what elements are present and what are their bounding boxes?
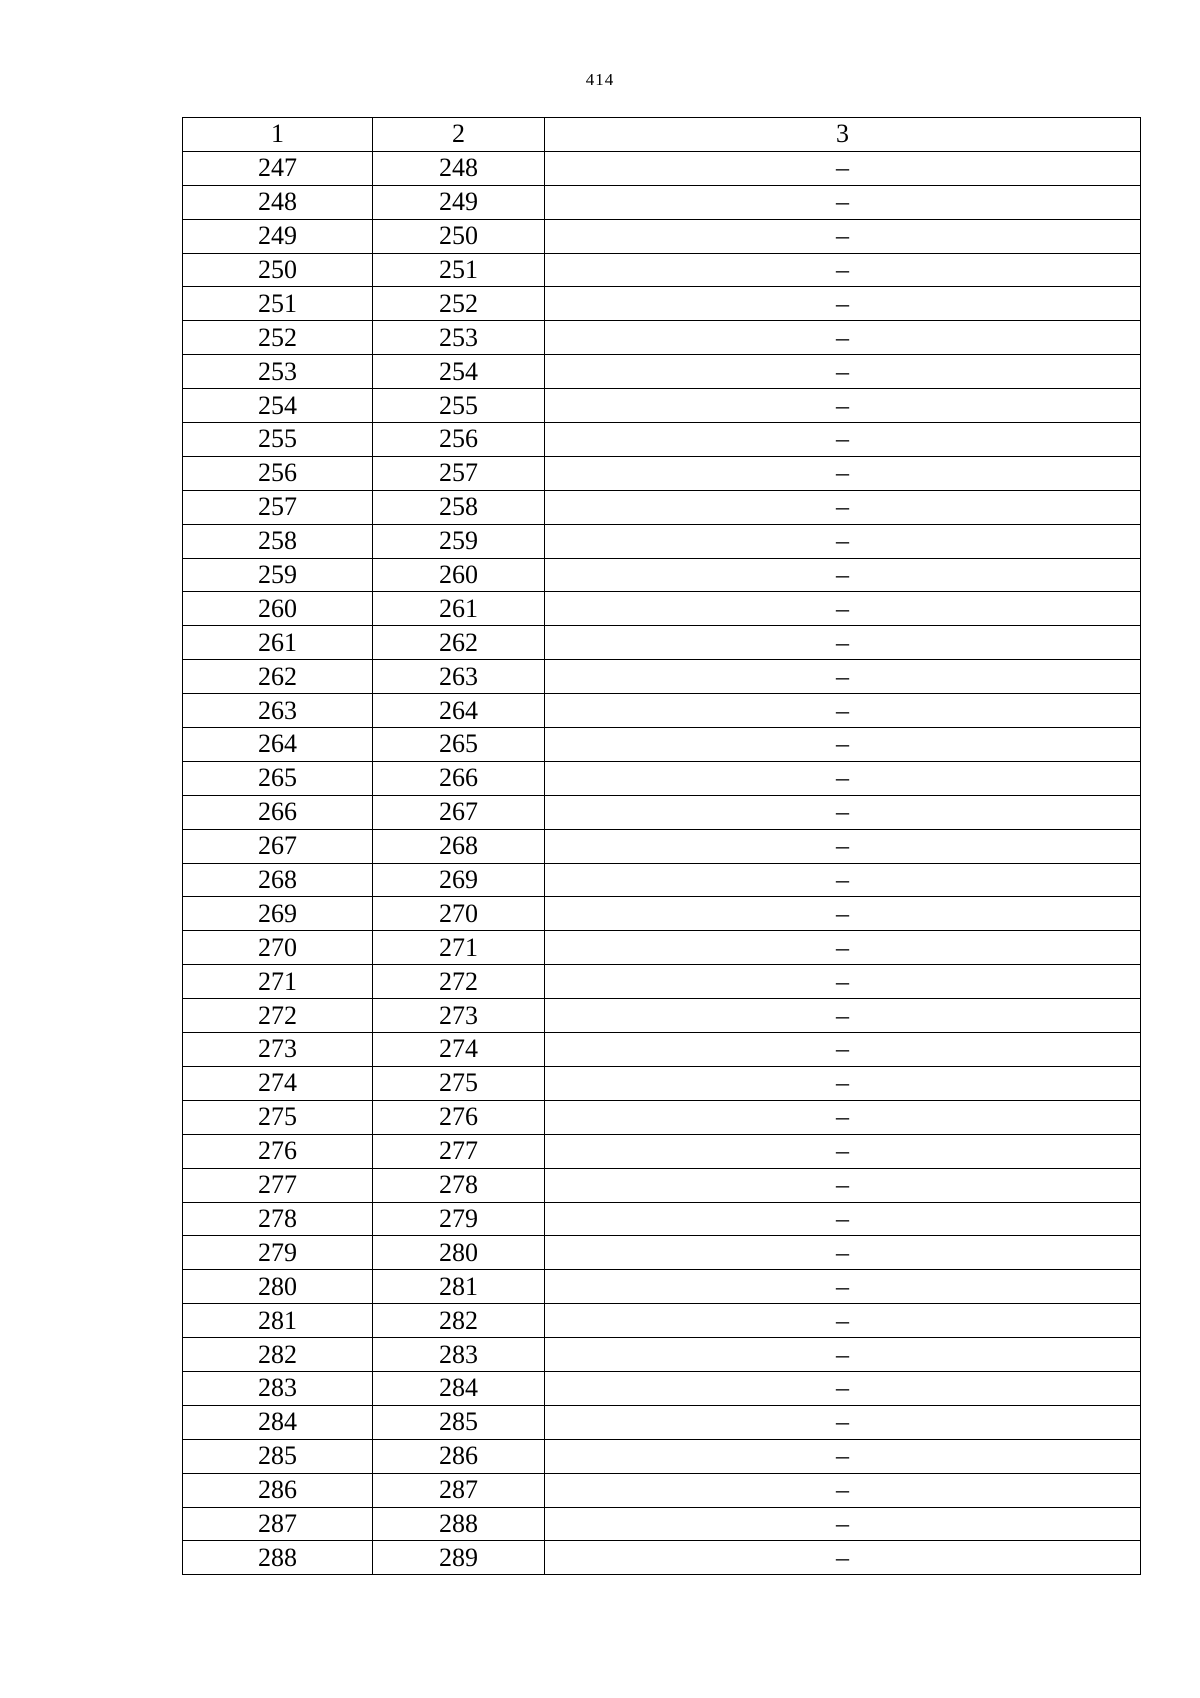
table-row (183, 524, 1141, 558)
table-cell: – (545, 389, 1141, 423)
table-cell: 259 (373, 524, 545, 558)
table-cell: 257 (183, 490, 373, 524)
table-cell: – (545, 965, 1141, 999)
table-cell: – (545, 524, 1141, 558)
table-cell: 276 (373, 1100, 545, 1134)
table-cell: – (545, 1202, 1141, 1236)
table-cell: 267 (373, 795, 545, 829)
table-row (183, 1439, 1141, 1473)
table-cell: 275 (183, 1100, 373, 1134)
table-cell: 283 (183, 1371, 373, 1405)
table-cell: 266 (373, 761, 545, 795)
table-cell: 274 (183, 1066, 373, 1100)
table-row (183, 1541, 1141, 1575)
table-cell: – (545, 795, 1141, 829)
table-cell: – (545, 1439, 1141, 1473)
table-cell: 253 (373, 321, 545, 355)
table-cell: 271 (183, 965, 373, 999)
table-row (183, 1100, 1141, 1134)
table-cell: 279 (183, 1236, 373, 1270)
table-cell: 272 (373, 965, 545, 999)
table-row (183, 1134, 1141, 1168)
table-cell: 249 (183, 219, 373, 253)
table-row (183, 1168, 1141, 1202)
table-cell: 265 (183, 761, 373, 795)
table-cell: 284 (373, 1371, 545, 1405)
table-row (183, 999, 1141, 1033)
table-header-row (183, 118, 1141, 152)
table-cell: – (545, 1066, 1141, 1100)
table-cell: 269 (373, 863, 545, 897)
table-row (183, 355, 1141, 389)
table-cell: – (545, 219, 1141, 253)
table-cell: 288 (373, 1507, 545, 1541)
table-row (183, 761, 1141, 795)
table-cell: 273 (373, 999, 545, 1033)
table-cell: – (545, 1371, 1141, 1405)
data-table (182, 117, 1141, 1575)
table-cell: – (545, 355, 1141, 389)
table-cell: 263 (373, 660, 545, 694)
table-row (183, 1066, 1141, 1100)
table-cell: 272 (183, 999, 373, 1033)
table-row (183, 592, 1141, 626)
table-cell: 285 (183, 1439, 373, 1473)
table-cell: 282 (373, 1304, 545, 1338)
table-row (183, 1371, 1141, 1405)
table-row (183, 219, 1141, 253)
table-row (183, 558, 1141, 592)
table-cell: 275 (373, 1066, 545, 1100)
table-cell: 269 (183, 897, 373, 931)
table-cell: – (545, 287, 1141, 321)
table-cell: 282 (183, 1338, 373, 1372)
table-body (183, 118, 1141, 1575)
table-cell: 264 (183, 728, 373, 762)
table-cell: – (545, 558, 1141, 592)
table-cell: 247 (183, 151, 373, 185)
table-cell: 286 (373, 1439, 545, 1473)
table-cell: 262 (373, 626, 545, 660)
table-row (183, 897, 1141, 931)
table-cell: 257 (373, 456, 545, 490)
table-row (183, 694, 1141, 728)
table-cell: – (545, 253, 1141, 287)
table-cell: 277 (373, 1134, 545, 1168)
table-cell: 259 (183, 558, 373, 592)
table-cell: – (545, 423, 1141, 457)
table-cell: 286 (183, 1473, 373, 1507)
table-cell: 281 (183, 1304, 373, 1338)
table-row (183, 1338, 1141, 1372)
table-cell: 265 (373, 728, 545, 762)
table-row (183, 795, 1141, 829)
table-cell: 284 (183, 1405, 373, 1439)
table-cell: – (545, 1507, 1141, 1541)
table-cell: 248 (183, 185, 373, 219)
table-cell: 278 (183, 1202, 373, 1236)
table-cell: – (545, 829, 1141, 863)
table-cell: 252 (373, 287, 545, 321)
table-row (183, 151, 1141, 185)
table-cell: 258 (183, 524, 373, 558)
table-cell: 277 (183, 1168, 373, 1202)
table-cell: – (545, 490, 1141, 524)
table-cell: 260 (373, 558, 545, 592)
table-cell: 281 (373, 1270, 545, 1304)
page-number: 414 (585, 70, 615, 89)
table-cell: 268 (183, 863, 373, 897)
table-row (183, 965, 1141, 999)
table-cell: 273 (183, 1033, 373, 1067)
table-cell: 260 (183, 592, 373, 626)
table-cell: – (545, 1541, 1141, 1575)
table-cell: 248 (373, 151, 545, 185)
table-row (183, 423, 1141, 457)
table-cell: 256 (183, 456, 373, 490)
table-row (183, 1473, 1141, 1507)
table-row (183, 1270, 1141, 1304)
table-row (183, 1202, 1141, 1236)
table-cell: 266 (183, 795, 373, 829)
table-cell: – (545, 660, 1141, 694)
table-row (183, 931, 1141, 965)
table-cell: – (545, 1134, 1141, 1168)
table-row (183, 490, 1141, 524)
table-cell: – (545, 761, 1141, 795)
table-row (183, 1033, 1141, 1067)
table-row (183, 626, 1141, 660)
table-cell: 258 (373, 490, 545, 524)
table-cell: 287 (183, 1507, 373, 1541)
table-cell: – (545, 1473, 1141, 1507)
table-cell: 255 (183, 423, 373, 457)
table-cell: – (545, 185, 1141, 219)
column-header: 3 (545, 118, 1141, 152)
table-cell: 254 (373, 355, 545, 389)
table-cell: 251 (183, 287, 373, 321)
table-cell: – (545, 321, 1141, 355)
table-cell: 283 (373, 1338, 545, 1372)
table-row (183, 660, 1141, 694)
column-header: 1 (183, 118, 373, 152)
table-row (183, 253, 1141, 287)
table-cell: – (545, 728, 1141, 762)
table-cell: 263 (183, 694, 373, 728)
table-cell: 280 (183, 1270, 373, 1304)
table-cell: 271 (373, 931, 545, 965)
table-row (183, 456, 1141, 490)
table-cell: 267 (183, 829, 373, 863)
table-cell: – (545, 863, 1141, 897)
table-cell: – (545, 1033, 1141, 1067)
table-cell: 261 (183, 626, 373, 660)
table-row (183, 1304, 1141, 1338)
table-row (183, 1405, 1141, 1439)
table-cell: 254 (183, 389, 373, 423)
table-cell: – (545, 592, 1141, 626)
table-cell: 264 (373, 694, 545, 728)
table-cell: 262 (183, 660, 373, 694)
table-cell: 278 (373, 1168, 545, 1202)
table-cell: 274 (373, 1033, 545, 1067)
table-cell: – (545, 1270, 1141, 1304)
table-cell: – (545, 1405, 1141, 1439)
table-cell: 255 (373, 389, 545, 423)
table-cell: 252 (183, 321, 373, 355)
table-cell: 289 (373, 1541, 545, 1575)
table-cell: 250 (183, 253, 373, 287)
table-cell: – (545, 897, 1141, 931)
table-cell: – (545, 456, 1141, 490)
table-cell: – (545, 1100, 1141, 1134)
table-cell: – (545, 1304, 1141, 1338)
table-row (183, 1236, 1141, 1270)
table-cell: – (545, 1236, 1141, 1270)
table-cell: 270 (183, 931, 373, 965)
table-cell: – (545, 151, 1141, 185)
table-cell: 279 (373, 1202, 545, 1236)
table-cell: 280 (373, 1236, 545, 1270)
table-cell: 270 (373, 897, 545, 931)
table-cell: 253 (183, 355, 373, 389)
table-row (183, 728, 1141, 762)
table-cell: 251 (373, 253, 545, 287)
table-cell: – (545, 1338, 1141, 1372)
table-cell: 256 (373, 423, 545, 457)
column-header: 2 (373, 118, 545, 152)
table-cell: – (545, 931, 1141, 965)
table-cell: 288 (183, 1541, 373, 1575)
table-cell: 276 (183, 1134, 373, 1168)
table-cell: – (545, 999, 1141, 1033)
table-cell: 268 (373, 829, 545, 863)
table-row (183, 863, 1141, 897)
table-cell: – (545, 694, 1141, 728)
table-row (183, 1507, 1141, 1541)
table-row (183, 287, 1141, 321)
table-row (183, 829, 1141, 863)
table-cell: 285 (373, 1405, 545, 1439)
table-row (183, 185, 1141, 219)
table-cell: 250 (373, 219, 545, 253)
table-cell: – (545, 626, 1141, 660)
table-cell: 261 (373, 592, 545, 626)
table-row (183, 389, 1141, 423)
table-cell: 249 (373, 185, 545, 219)
table-row (183, 321, 1141, 355)
table-cell: 287 (373, 1473, 545, 1507)
table-cell: – (545, 1168, 1141, 1202)
